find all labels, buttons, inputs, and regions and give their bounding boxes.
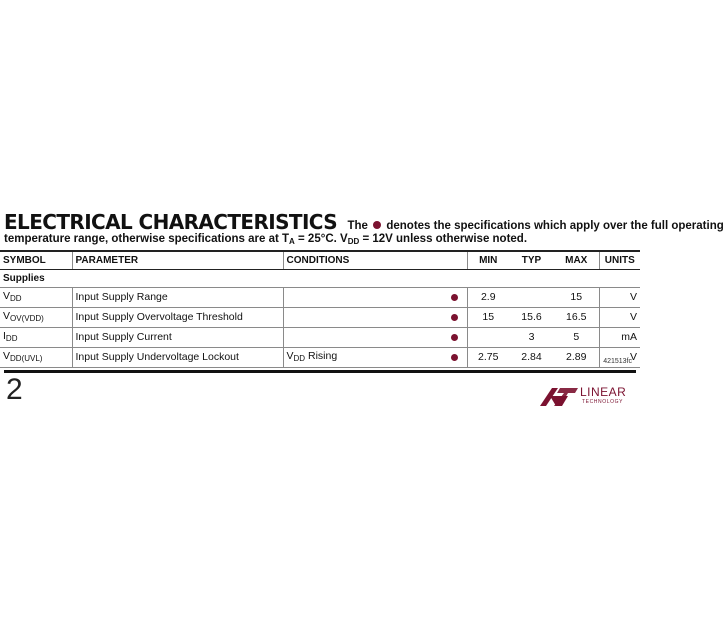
note-post: denotes the specifications which apply over the full operating (386, 220, 724, 232)
cell-dot (443, 328, 467, 348)
cell-min: 15 (467, 308, 509, 328)
logo-tagline: TECHNOLOGY (582, 399, 624, 405)
cell-typ: 3 (509, 328, 554, 348)
cell-min: 2.9 (467, 288, 509, 308)
full-temp-range-dot-icon (451, 334, 458, 341)
cell-max: 16.5 (554, 308, 599, 328)
cell-dot (443, 348, 467, 368)
cell-conditions (283, 288, 443, 308)
cell-units: V (599, 288, 640, 308)
cell-min (467, 328, 509, 348)
cell-max: 5 (554, 328, 599, 348)
table-row (0, 308, 640, 328)
header-parameter: PARAMETER (72, 251, 283, 270)
cell-conditions: $V_{DD}$ Rising (283, 348, 443, 368)
cell-parameter: Input Supply Undervoltage Lockout (72, 348, 283, 368)
section-heading (4, 210, 724, 234)
full-temp-range-dot-icon (451, 314, 458, 321)
page-number: 2 (6, 373, 23, 406)
heading-note (348, 220, 724, 232)
section-row (0, 270, 640, 288)
cell-symbol: $V_{DD(UVL)}$ (0, 348, 72, 368)
cell-conditions (283, 328, 443, 348)
header-symbol: SYMBOL (0, 251, 72, 270)
heading-note-line2: temperature range, otherwise specifications are at $T_A = 25^\circ C$. $V_{DD} = 12V$ unless otherwise noted. (4, 233, 528, 246)
header-max: MAX (554, 251, 599, 270)
table-row (0, 288, 640, 308)
section-label: Supplies (0, 270, 640, 288)
table-row (0, 328, 640, 348)
logo-name: LINEAR (580, 385, 627, 399)
cell-units: mA (599, 328, 640, 348)
section-title: ELECTRICAL CHARACTERISTICS (4, 210, 338, 234)
cell-symbol: $V_{OV(VDD)}$ (0, 308, 72, 328)
cell-symbol: $I_{DD}$ (0, 328, 72, 348)
cell-parameter: Input Supply Overvoltage Threshold (72, 308, 283, 328)
header-typ: TYP (509, 251, 554, 270)
full-temp-range-dot-icon (451, 354, 458, 361)
document-number: 421513fc (603, 358, 632, 365)
cell-symbol: $V_{DD}$ (0, 288, 72, 308)
full-temp-range-dot-icon (451, 294, 458, 301)
footer-rule (4, 370, 636, 373)
table-header-row (0, 251, 640, 270)
cell-dot (443, 308, 467, 328)
bullet-dot-icon (373, 221, 381, 229)
cell-typ: 2.84 (509, 348, 554, 368)
table-row (0, 348, 640, 368)
header-min: MIN (467, 251, 509, 270)
header-units: UNITS (599, 251, 640, 270)
cell-typ: 15.6 (509, 308, 554, 328)
electrical-characteristics-table (0, 250, 640, 368)
note-pre: The (347, 220, 368, 232)
cell-max: 2.89 (554, 348, 599, 368)
cell-parameter: Input Supply Current (72, 328, 283, 348)
header-conditions: CONDITIONS (283, 251, 443, 270)
cell-parameter: Input Supply Range (72, 288, 283, 308)
cell-units: V (599, 348, 640, 368)
header-dot (443, 251, 467, 270)
cell-dot (443, 288, 467, 308)
cell-typ (509, 288, 554, 308)
cell-units: V (599, 308, 640, 328)
cell-conditions (283, 308, 443, 328)
cell-max: 15 (554, 288, 599, 308)
cell-min: 2.75 (467, 348, 509, 368)
